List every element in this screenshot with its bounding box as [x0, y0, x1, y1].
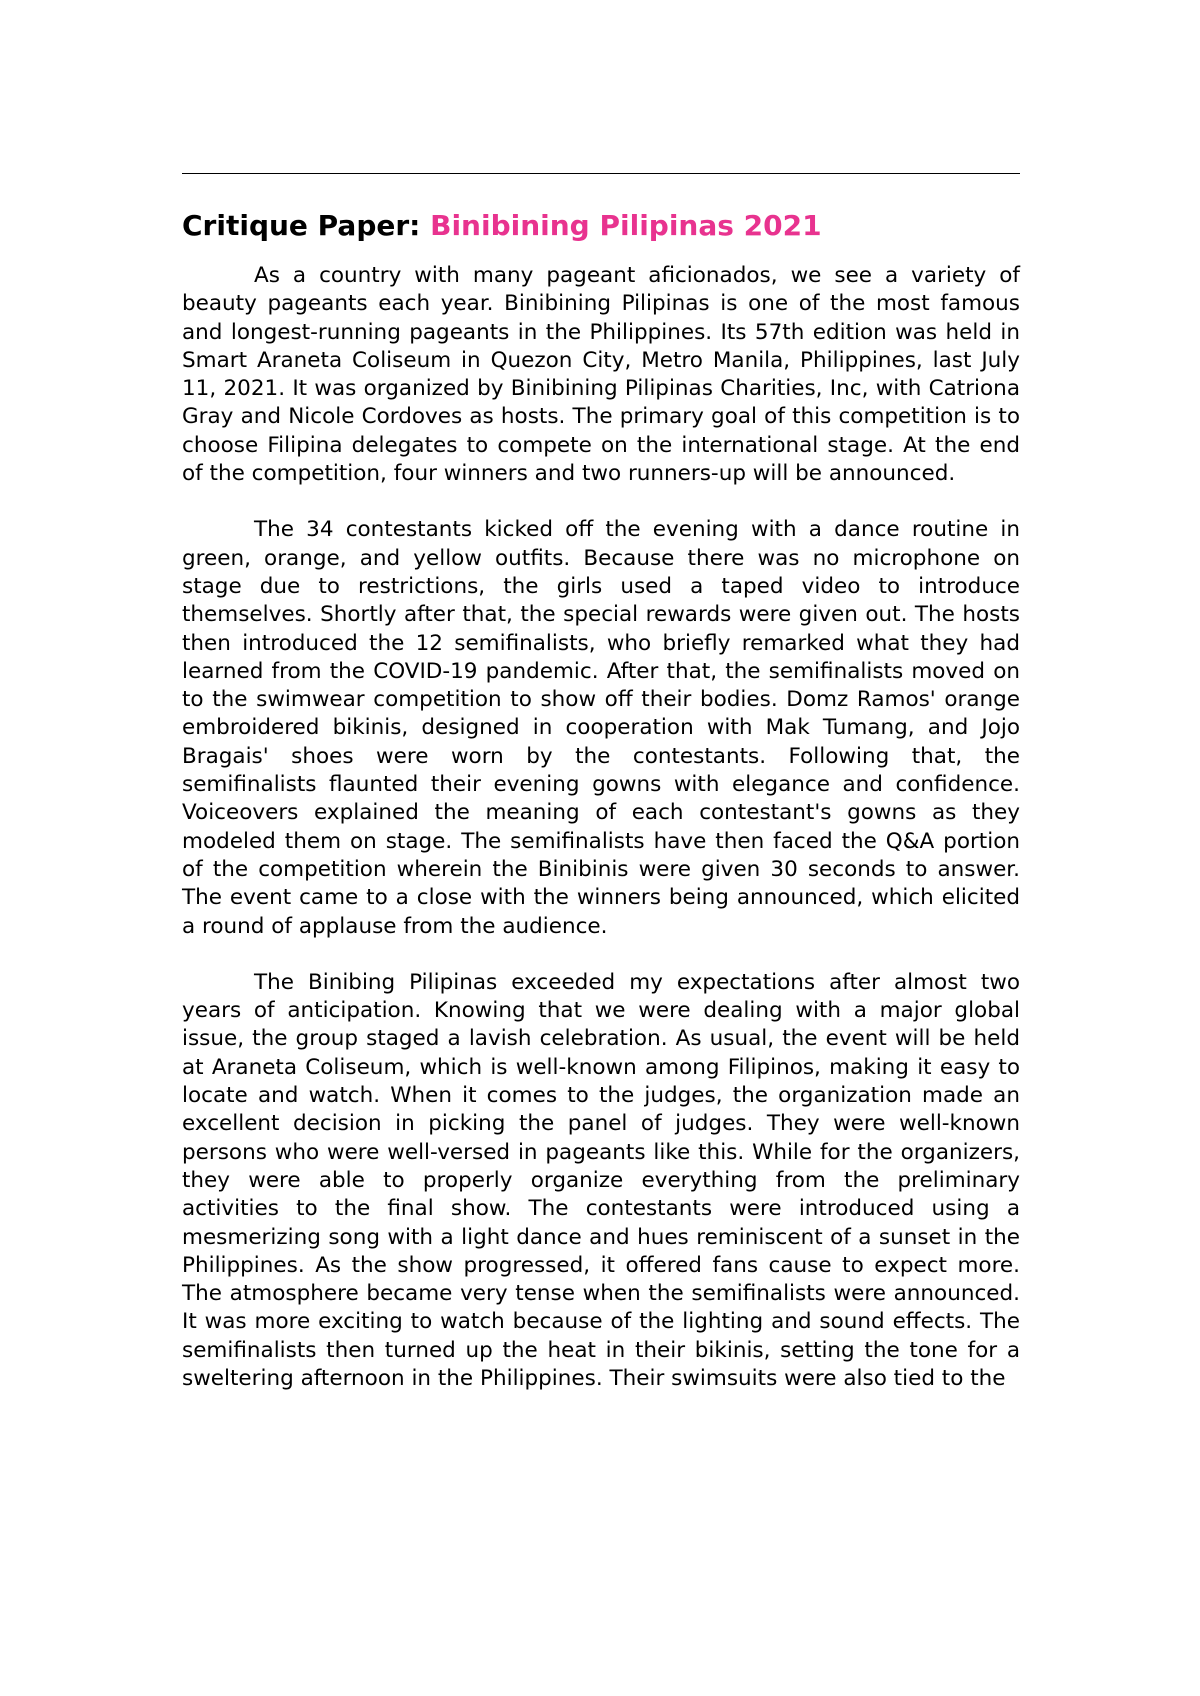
paragraph-event-summary: The 34 contestants kicked off the evening with a dance routine in green, orange, and yellow outfits. Because there was no microphone on stage due to restrictions, the girls used a taped video to introduce themselves. Shortly after that, the special rewards were given out. The hosts then introduced the 12 semifinalists, who briefly remarked what they had learned from the COVID-19 pandemic. After that, the semifinalists moved on to the swimwear competition to show off their bodies. Domz Ramos' orange embroidered bikinis, designed in cooperation with Mak Tumang, and Jojo Bragais' shoes were worn by the contestants. Following that, the semifinalists flaunted their evening gowns with elegance and confidence. Voiceovers explained the meaning of each contestant's gowns as they modeled them on stage. The semifinalists have then faced the Q&A portion of the competition wherein the Binibinis were given 30 seconds to answer. The event came to a close with the winners being announced, which elicited a round of applause from the audience. [182, 517, 1020, 939]
paragraph-critique: The Binibing Pilipinas exceeded my expectations after almost two years of anticipation. Knowing that we were dealing with a major global issue, the group staged a lavish celebration. As usual, the event will be held at Araneta Coliseum, which is well-known among Filipinos, making it easy to locate and watch. When it comes to the judges, the organization made an excellent decision in picking the panel of judges. They were well-known persons who were well-versed in pageants like this. While for the organizers, they were able to properly organize everything from the preliminary activities to the final show. The contestants were introduced using a mesmerizing song with a light dance and hues reminiscent of a sunset in the Philippines. As the show progressed, it offered fans cause to expect more. The atmosphere became very tense when the semifinalists were announced. It was more exciting to watch because of the lighting and sound effects. The semifinalists then turned up the heat in their bikinis, setting the tone for a sweltering afternoon in the Philippines. Their swimsuits were also tied to the [182, 969, 1020, 1391]
document-title [182, 204, 1020, 248]
title-highlight: Binibining Pilipinas 2021 [430, 209, 822, 242]
header-rule [182, 173, 1020, 174]
title-prefix: Critique Paper: [182, 209, 431, 242]
document-body [182, 204, 1020, 1421]
paragraph-introduction: As a country with many pageant aficionados, we see a variety of beauty pageants each year. Binibining Pilipinas is one of the most famous and longest-running pageants in the Philippines. Its 57th edition was held in Smart Araneta Coliseum in Quezon City, Metro Manila, Philippines, last July 11, 2021. It was organized by Binibining Pilipinas Charities, Inc, with Catriona Gray and Nicole Cordoves as hosts. The primary goal of this competition is to choose Filipina delegates to compete on the international stage. At the end of the competition, four winners and two runners-up will be announced. [182, 263, 1020, 487]
